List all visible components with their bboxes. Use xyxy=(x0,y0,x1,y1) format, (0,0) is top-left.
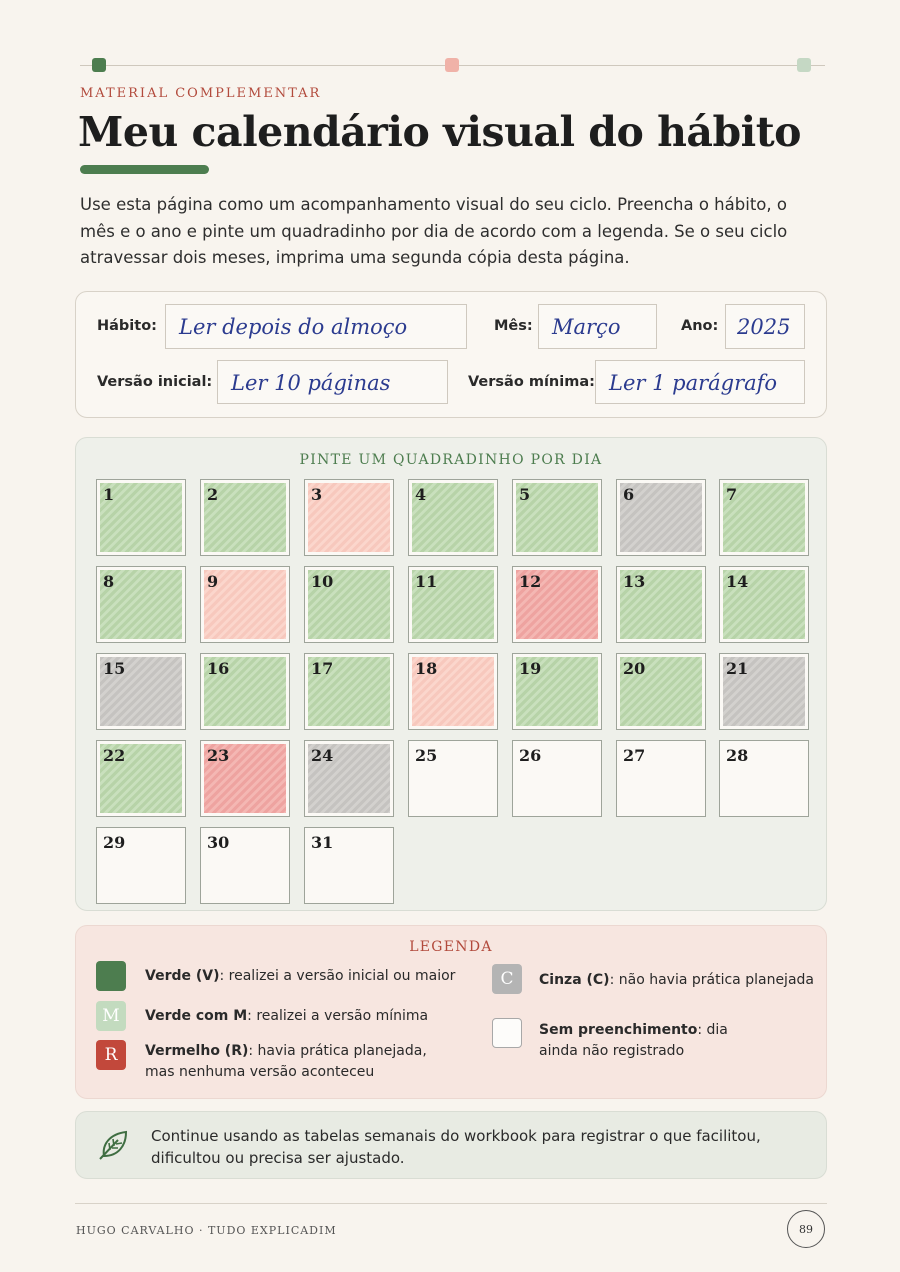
legend-item-gray xyxy=(539,970,819,991)
legend-swatch-blank xyxy=(492,1018,522,1048)
day-number: 10 xyxy=(311,572,334,591)
calendar-day[interactable] xyxy=(96,740,186,817)
day-number: 30 xyxy=(207,833,230,852)
calendar-heading: PINTE UM QUADRADINHO POR DIA xyxy=(299,452,603,468)
legend-green-m-desc: : realizei a versão mínima xyxy=(247,1008,429,1024)
day-number: 27 xyxy=(623,746,646,765)
tip-text: Continue usando as tabelas semanais do workbook para registrar o que facilitou, dificultou ou precisa ser ajustado. xyxy=(151,1127,761,1167)
legend-gray-term: Cinza (C) xyxy=(539,972,610,988)
month-field[interactable]: Março xyxy=(538,304,657,349)
month-label: Mês: xyxy=(494,318,533,334)
calendar-day[interactable] xyxy=(304,740,394,817)
eyebrow-label: MATERIAL COMPLEMENTAR xyxy=(80,86,322,101)
calendar-day[interactable] xyxy=(719,479,809,556)
calendar-day[interactable] xyxy=(96,827,186,904)
calendar-day[interactable] xyxy=(719,740,809,817)
day-number: 21 xyxy=(726,659,749,678)
calendar-day[interactable] xyxy=(304,653,394,730)
day-number: 7 xyxy=(726,485,738,504)
day-number: 13 xyxy=(623,572,646,591)
day-number: 23 xyxy=(207,746,230,765)
top-marker-lightgreen xyxy=(797,58,811,72)
day-number: 9 xyxy=(207,572,219,591)
calendar-day[interactable] xyxy=(200,653,290,730)
top-marker-pink xyxy=(445,58,459,72)
minimum-version-label: Versão mínima: xyxy=(468,374,595,390)
day-number: 19 xyxy=(519,659,542,678)
day-number: 8 xyxy=(103,572,115,591)
day-number: 20 xyxy=(623,659,646,678)
habit-field[interactable]: Ler depois do almoço xyxy=(165,304,467,349)
calendar-day[interactable] xyxy=(96,653,186,730)
calendar-day[interactable] xyxy=(616,479,706,556)
legend-green-term: Verde (V) xyxy=(145,968,220,984)
calendar-day[interactable] xyxy=(512,566,602,643)
footer-divider xyxy=(75,1203,827,1204)
footer-credit: HUGO CARVALHO · TUDO EXPLICADIM xyxy=(76,1224,337,1237)
habit-form-card xyxy=(75,291,827,418)
calendar-day[interactable] xyxy=(408,740,498,817)
tip-card xyxy=(75,1111,827,1179)
day-number: 26 xyxy=(519,746,542,765)
year-field[interactable]: 2025 xyxy=(725,304,805,349)
year-label: Ano: xyxy=(681,318,719,334)
intro-paragraph: Use esta página como um acompanhamento visual do seu ciclo. Preencha o hábito, o mês e o ano e pinte um quadradinho por dia de acordo com a legenda. Se o seu ciclo atravessar dois meses, imprima uma segunda cópia desta página. xyxy=(80,195,788,267)
calendar-day[interactable] xyxy=(408,566,498,643)
calendar-day[interactable] xyxy=(200,479,290,556)
legend-swatch-green-m: M xyxy=(96,1001,126,1031)
legend-swatch-green xyxy=(96,961,126,991)
calendar-day[interactable] xyxy=(304,827,394,904)
legend-green-m-term: Verde com M xyxy=(145,1008,248,1024)
day-number: 29 xyxy=(103,833,126,852)
page-number: 89 xyxy=(787,1210,825,1248)
day-number: 25 xyxy=(415,746,438,765)
day-number: 31 xyxy=(311,833,334,852)
day-number: 6 xyxy=(623,485,635,504)
day-number: 3 xyxy=(311,485,323,504)
day-number: 28 xyxy=(726,746,749,765)
legend-heading: LEGENDA xyxy=(409,939,493,955)
day-number: 17 xyxy=(311,659,334,678)
day-number: 24 xyxy=(311,746,334,765)
calendar-day[interactable] xyxy=(719,653,809,730)
day-number: 1 xyxy=(103,485,115,504)
legend-item-blank xyxy=(539,1020,769,1062)
calendar-day[interactable] xyxy=(304,566,394,643)
day-number: 14 xyxy=(726,572,749,591)
calendar-day[interactable] xyxy=(408,653,498,730)
page-title: Meu calendário visual do hábito xyxy=(78,108,801,156)
calendar-day[interactable] xyxy=(512,653,602,730)
legend-red-term: Vermelho (R) xyxy=(145,1043,249,1059)
legend-swatch-gray: C xyxy=(492,964,522,994)
calendar-card xyxy=(75,437,827,911)
day-number: 11 xyxy=(415,572,438,591)
calendar-day[interactable] xyxy=(512,740,602,817)
minimum-version-field[interactable]: Ler 1 parágrafo xyxy=(595,360,805,404)
day-number: 18 xyxy=(415,659,438,678)
calendar-day[interactable] xyxy=(96,566,186,643)
day-number: 4 xyxy=(415,485,427,504)
day-number: 22 xyxy=(103,746,126,765)
calendar-day[interactable] xyxy=(616,740,706,817)
day-number: 2 xyxy=(207,485,219,504)
calendar-day[interactable] xyxy=(408,479,498,556)
title-underline xyxy=(80,165,209,174)
legend-item-red xyxy=(145,1041,445,1083)
legend-item-green xyxy=(145,966,485,987)
legend-item-green-m xyxy=(145,1006,485,1027)
initial-version-field[interactable]: Ler 10 páginas xyxy=(217,360,448,404)
calendar-day[interactable] xyxy=(96,479,186,556)
calendar-day[interactable] xyxy=(719,566,809,643)
calendar-day[interactable] xyxy=(200,827,290,904)
calendar-day[interactable] xyxy=(200,566,290,643)
day-number: 15 xyxy=(103,659,126,678)
initial-version-label: Versão inicial: xyxy=(97,374,213,390)
legend-card xyxy=(75,925,827,1099)
legend-blank-desc: : dia ainda não registrado xyxy=(539,1022,728,1059)
calendar-day[interactable] xyxy=(616,653,706,730)
leaf-icon xyxy=(96,1126,132,1162)
calendar-day[interactable] xyxy=(616,566,706,643)
calendar-day[interactable] xyxy=(200,740,290,817)
legend-swatch-red: R xyxy=(96,1040,126,1070)
legend-blank-term: Sem preenchimento xyxy=(539,1022,698,1038)
top-marker-green xyxy=(92,58,106,72)
calendar-day[interactable] xyxy=(512,479,602,556)
habit-label: Hábito: xyxy=(97,318,157,334)
legend-red-desc: : havia prática planejada, mas nenhuma versão aconteceu xyxy=(145,1043,427,1080)
day-number: 12 xyxy=(519,572,542,591)
day-number: 16 xyxy=(207,659,230,678)
calendar-day[interactable] xyxy=(304,479,394,556)
legend-green-desc: : realizei a versão inicial ou maior xyxy=(219,968,456,984)
day-number: 5 xyxy=(519,485,531,504)
legend-gray-desc: : não havia prática planejada xyxy=(609,972,814,988)
